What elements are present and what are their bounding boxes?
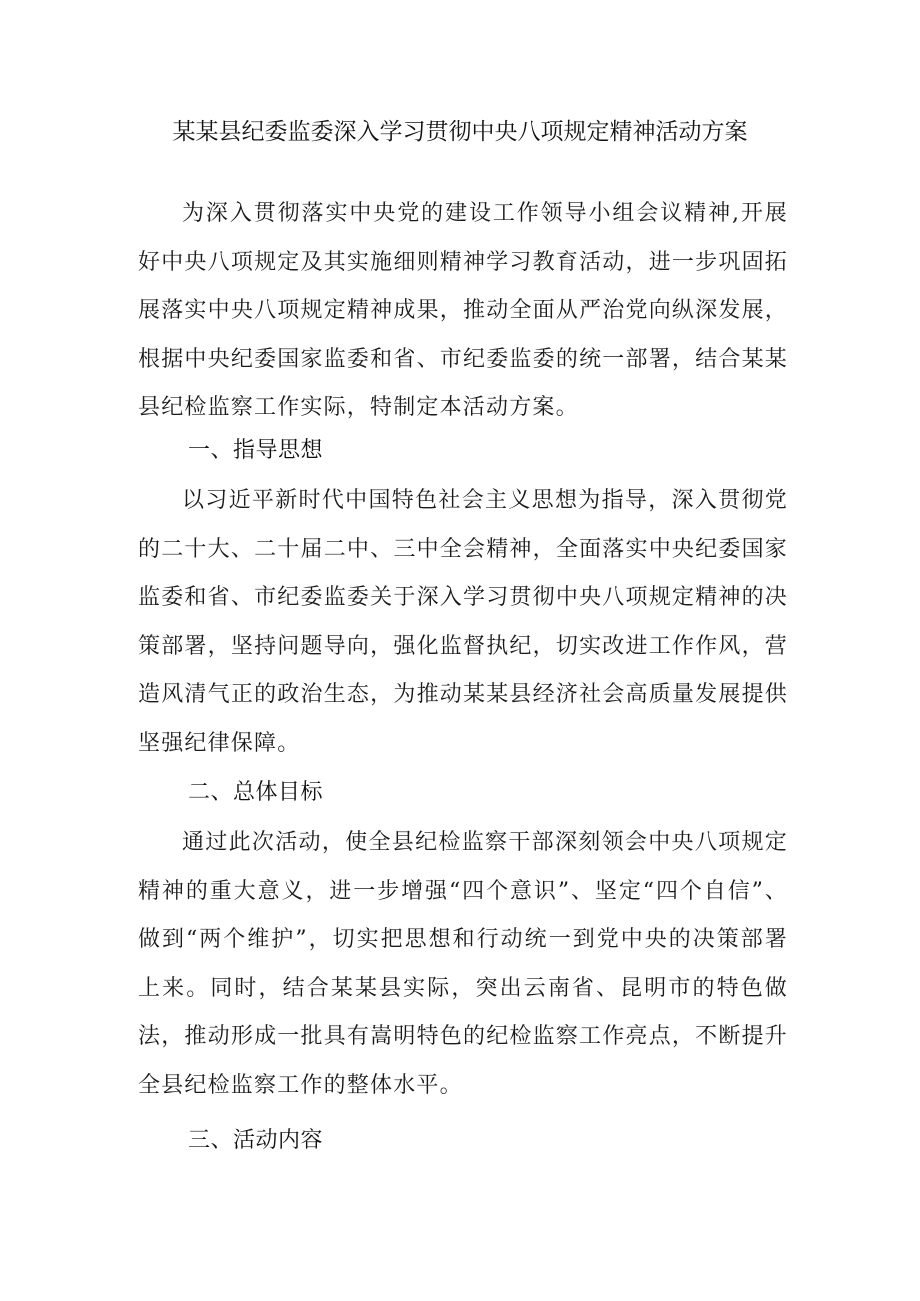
section-heading-activity-content: 三、活动内容 [188, 1128, 324, 1153]
section-heading-overall-goal: 二、总体目标 [188, 780, 324, 805]
intro-paragraph: 为深入贯彻落实中央党的建设工作领导小组会议精神,开展好中央八项规定及其实施细则精神学习教育活动，进一步巩固拓展落实中央八项规定精神成果，推动全面从严治党向纵深发展，根据中央纪委国家监委和省、市纪委监委的统一部署，结合某某县纪检监察工作实际，特制定本活动方案。 [138, 201, 788, 420]
section-body-overall-goal: 通过此次活动，使全县纪检监察干部深刻领会中央八项规定精神的重大意义，进一步增强“四个意识”、坚定“四个自信”、做到“两个维护”，切实把思想和行动统一到党中央的决策部署上来。同时，结合某某县实际，突出云南省、昆明市的特色做法，推动形成一批具有嵩明特色的纪检监察工作亮点，不断提升全县纪检监察工作的整体水平。 [138, 830, 788, 1098]
document-title: 某某县纪委监委深入学习贯彻中央八项规定精神活动方案 [172, 119, 748, 145]
section-body-guiding-ideology: 以习近平新时代中国特色社会主义思想为指导，深入贯彻党的二十大、二十届二中、三中全会精神，全面落实中央纪委国家监委和省、市纪委监委关于深入学习贯彻中央八项规定精神的决策部署，坚持问题导向，强化监督执纪，切实改进工作作风，营造风清气正的政治生态，为推动某某县经济社会高质量发展提供坚强纪律保障。 [138, 488, 788, 756]
section-heading-guiding-ideology: 一、指导思想 [188, 438, 324, 463]
